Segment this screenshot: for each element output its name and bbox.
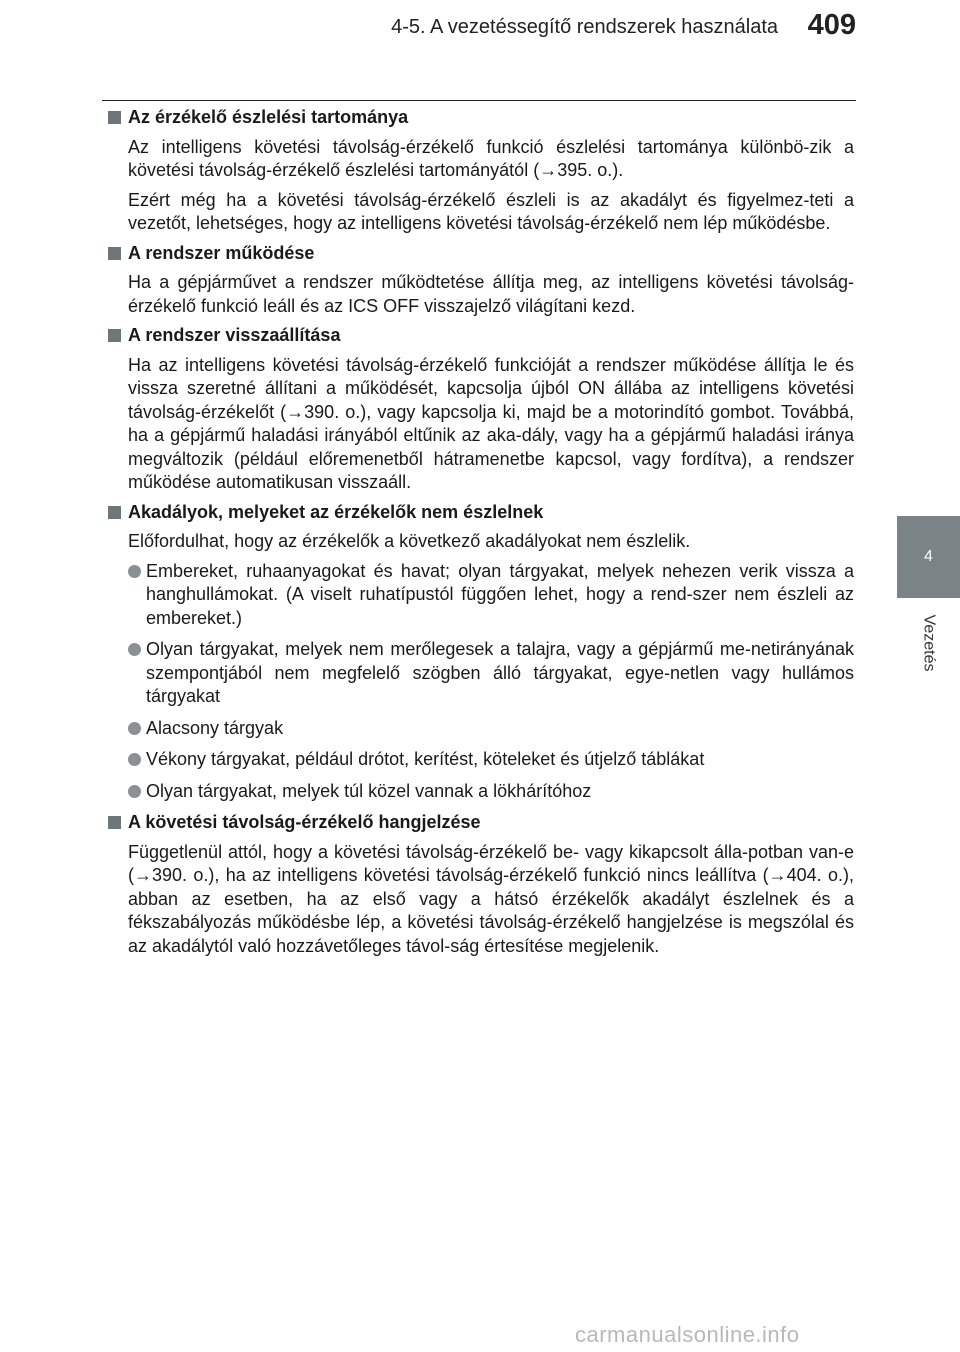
paragraph: Előfordulhat, hogy az érzékelők a következő akadályokat nem észlelik. [128, 531, 691, 551]
running-title: 4-5. A vezetéssegítő rendszerek használata [391, 16, 778, 38]
list-item-text: Olyan tárgyakat, melyek nem merőlegesek a talajra, vagy a gépjármű me-netirányának szempontjából nem megfelelő szögben álló tárgyakat, egye-netlen vagy hullámos tárgyakat [146, 639, 854, 706]
page-header [102, 0, 856, 101]
section-heading-text: Az érzékelő észlelési tartománya [128, 107, 409, 127]
section-heading [108, 242, 854, 266]
round-bullet-icon [128, 785, 141, 798]
section-sensor-buzzer [108, 811, 854, 958]
list-item [128, 560, 854, 631]
list-item [128, 748, 854, 772]
round-bullet-icon [128, 643, 141, 656]
paragraph: Ezért még ha a követési távolság-érzékelő észleli is az akadályt és figyelmez-teti a vezetőt, lehetséges, hogy az intelligens követési távolság-érzékelő nem lép működésbe. [128, 189, 854, 233]
list-item [128, 638, 854, 709]
section-heading-text: A rendszer visszaállítása [128, 325, 341, 345]
section-system-reset [108, 324, 854, 495]
section-system-operation [108, 242, 854, 319]
square-bullet-icon [108, 111, 121, 124]
section-heading [108, 501, 854, 525]
list-item-text: Embereket, ruhaanyagokat és havat; olyan tárgyakat, melyek nehezen verik vissza a hanghullámokat. (A viselt ruhatípustól függően lehet, hogy a rend-szer nem észleli az embereket.) [146, 560, 854, 628]
paragraph: Függetlenül attól, hogy a követési távolság-érzékelő be- vagy kikapcsolt álla-potban van-e (→390. o.), ha az intelligens követési távolság-érzékelő funkció nincs leállítva (→404. o.), abban az esetben, ha az első vagy a hátsó érzékelők akadályt észlelnek és a fékszabályozás működésbe lép, a követési távolság-érzékelő hangjelzése is megszólal és az akadálytól való hozzávetőleges távol-ság értesítése megjelenik. [128, 841, 854, 956]
page-number: 409 [807, 9, 856, 41]
section-heading [108, 811, 854, 835]
section-heading-text: A rendszer működése [128, 242, 315, 263]
square-bullet-icon [108, 506, 121, 519]
round-bullet-icon [128, 722, 141, 735]
section-undetected-obstacles [108, 501, 854, 804]
list-item [128, 717, 854, 741]
chapter-label: Vezetés [920, 614, 938, 672]
square-bullet-icon [108, 329, 121, 342]
round-bullet-icon [128, 565, 141, 578]
square-bullet-icon [108, 247, 121, 260]
section-heading [108, 106, 854, 130]
watermark: carmanualsonline.info [575, 1322, 800, 1347]
section-heading-text: Akadályok, melyeket az érzékelők nem észlelnek [128, 501, 544, 522]
chapter-label-box [897, 598, 960, 688]
chapter-number: 4 [924, 548, 933, 565]
chapter-tab [897, 516, 960, 598]
list-item-text: Olyan tárgyakat, melyek túl közel vannak a lökhárítóhoz [146, 780, 592, 801]
section-heading-text: A követési távolság-érzékelő hangjelzése [128, 812, 481, 832]
paragraph: Ha a gépjárművet a rendszer működtetése állítja meg, az intelligens követési távolság-érzékelő funkció leáll és az ICS OFF visszajelző világítani kezd. [128, 272, 854, 316]
round-bullet-icon [128, 753, 141, 766]
list-item [128, 780, 854, 804]
paragraph: Ha az intelligens követési távolság-érzékelő funkcióját a rendszer működése állítja le és vissza szeretné állítani a működését, kapcsolja újból ON állába az intelligens követési távolság-érzékelőt (→390. o.), vagy kapcsolja ki, majd be a motorindító gombot. Továbbá, ha a gépjármű haladási irányából eltűnik az aka-dály, vagy ha a gépjármű haladási iránya megváltozik (például előremenetből hátramenetbe kapcsol, vagy fordítva), a rendszer működése automatikusan visszaáll. [128, 354, 854, 492]
list-item-text: Vékony tárgyakat, például drótot, kerítést, köteleket és útjelző táblákat [146, 749, 705, 769]
list-item-text: Alacsony tárgyak [146, 717, 284, 738]
section-heading [108, 324, 854, 348]
square-bullet-icon [108, 816, 121, 829]
page-content [108, 106, 854, 964]
section-detection-range [108, 106, 854, 236]
paragraph: Az intelligens követési távolság-érzékelő funkció észlelési tartománya különbö-zik a követési távolság-érzékelő észlelési tartományától (→395. o.). [128, 136, 854, 180]
